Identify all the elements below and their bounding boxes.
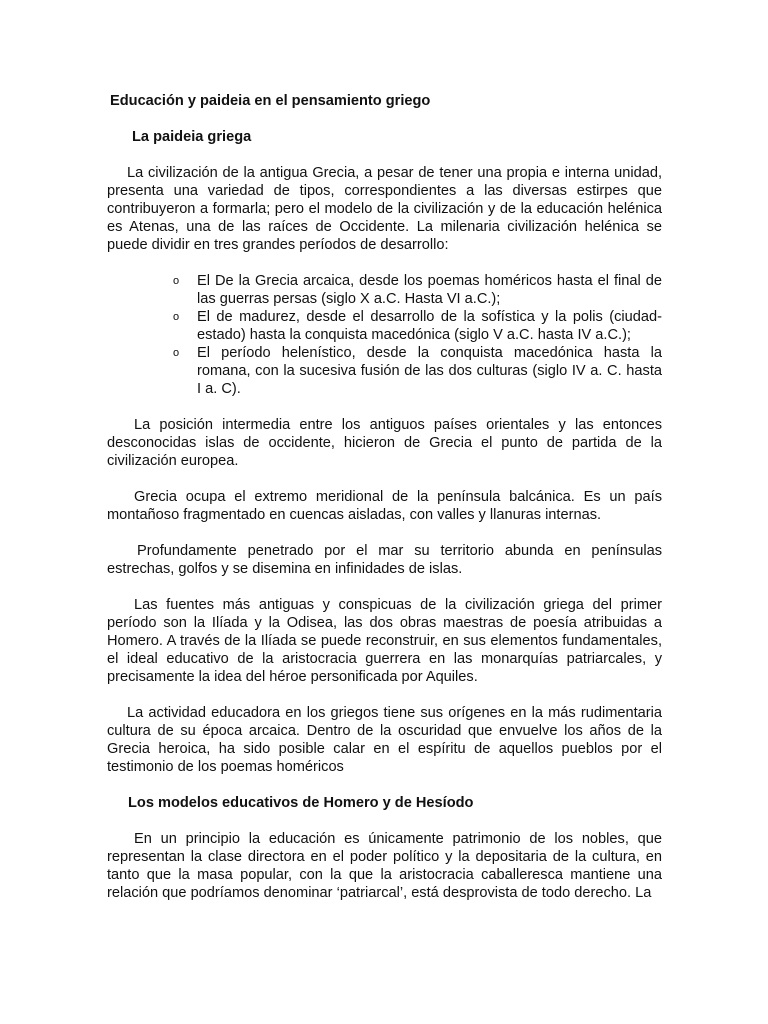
paragraph-en-un-principio: En un principio la educación es únicamente patrimonio de los nobles, que representan la clase directora en el poder político y la depositaria de la cultura, en tanto que la masa popular, con la que la aristocracia caballeresca mantiene una relación que podríamos denominar ‘patriarcal’, está desprovista de todo derecho. La: [107, 831, 662, 901]
paragraph-posicion-intermedia: La posición intermedia entre los antiguos países orientales y las entonces desconocidas islas de occidente, hicieron de Grecia el punto de partida de la civilización europea.: [107, 417, 662, 469]
bullet-circle-icon: o: [173, 347, 180, 359]
periods-list: [107, 272, 662, 398]
document-title: Educación y paideia en el pensamiento griego: [110, 93, 431, 109]
section-heading-paideia-griega: La paideia griega: [132, 129, 252, 145]
document-body: [107, 92, 662, 920]
paragraph-grecia-ocupa: Grecia ocupa el extremo meridional de la península balcánica. Es un país montañoso fragmentado en cuencas aisladas, con valles y llanuras internas.: [107, 489, 662, 523]
intro-paragraph: La civilización de la antigua Grecia, a pesar de tener una propia e interna unidad, presenta una variedad de tipos, correspondientes a las diversas estirpes que contribuyeron a formarla; pero el modelo de la civilización y de la educación helénica es Atenas, una de las raíces de Occidente. La milenaria civilización helénica se puede dividir en tres grandes períodos de desarrollo:: [107, 165, 662, 253]
list-item-text: El De la Grecia arcaica, desde los poemas homéricos hasta el final de las guerras persas (siglo X a.C. Hasta VI a.C.);: [197, 273, 662, 307]
list-item: [173, 344, 662, 398]
bullet-circle-icon: o: [173, 275, 180, 287]
paragraph-actividad-educadora: La actividad educadora en los griegos tiene sus orígenes en la más rudimentaria cultura de su época arcaica. Dentro de la oscuridad que envuelve los años de la Grecia heroica, ha sido posible calar en el espíritu de aquellos pueblos por el testimonio de los poemas homéricos: [107, 705, 662, 775]
bullet-circle-icon: o: [173, 311, 180, 323]
section-heading-modelos-educativos: Los modelos educativos de Homero y de Hesíodo: [128, 795, 474, 811]
list-item-text: El de madurez, desde el desarrollo de la sofística y la polis (ciudad-estado) hasta la conquista macedónica (siglo V a.C. hasta IV a.C.);: [197, 309, 662, 343]
list-item-text: El período helenístico, desde la conquista macedónica hasta la romana, con la sucesiva fusión de las dos culturas (siglo IV a. C. hasta I a. C).: [197, 345, 662, 397]
paragraph-profundamente: Profundamente penetrado por el mar su territorio abunda en penínsulas estrechas, golfos y se disemina en infinidades de islas.: [107, 543, 662, 577]
list-item: [173, 272, 662, 308]
paragraph-fuentes: Las fuentes más antiguas y conspicuas de la civilización griega del primer período son la Ilíada y la Odisea, las dos obras maestras de poesía atribuidas a Homero. A través de la Ilíada se puede reconstruir, en sus elementos fundamentales, el ideal educativo de la aristocracia guerrera en las monarquías patriarcales, y precisamente la idea del héroe personificada por Aquiles.: [107, 597, 662, 685]
list-item: [173, 308, 662, 344]
